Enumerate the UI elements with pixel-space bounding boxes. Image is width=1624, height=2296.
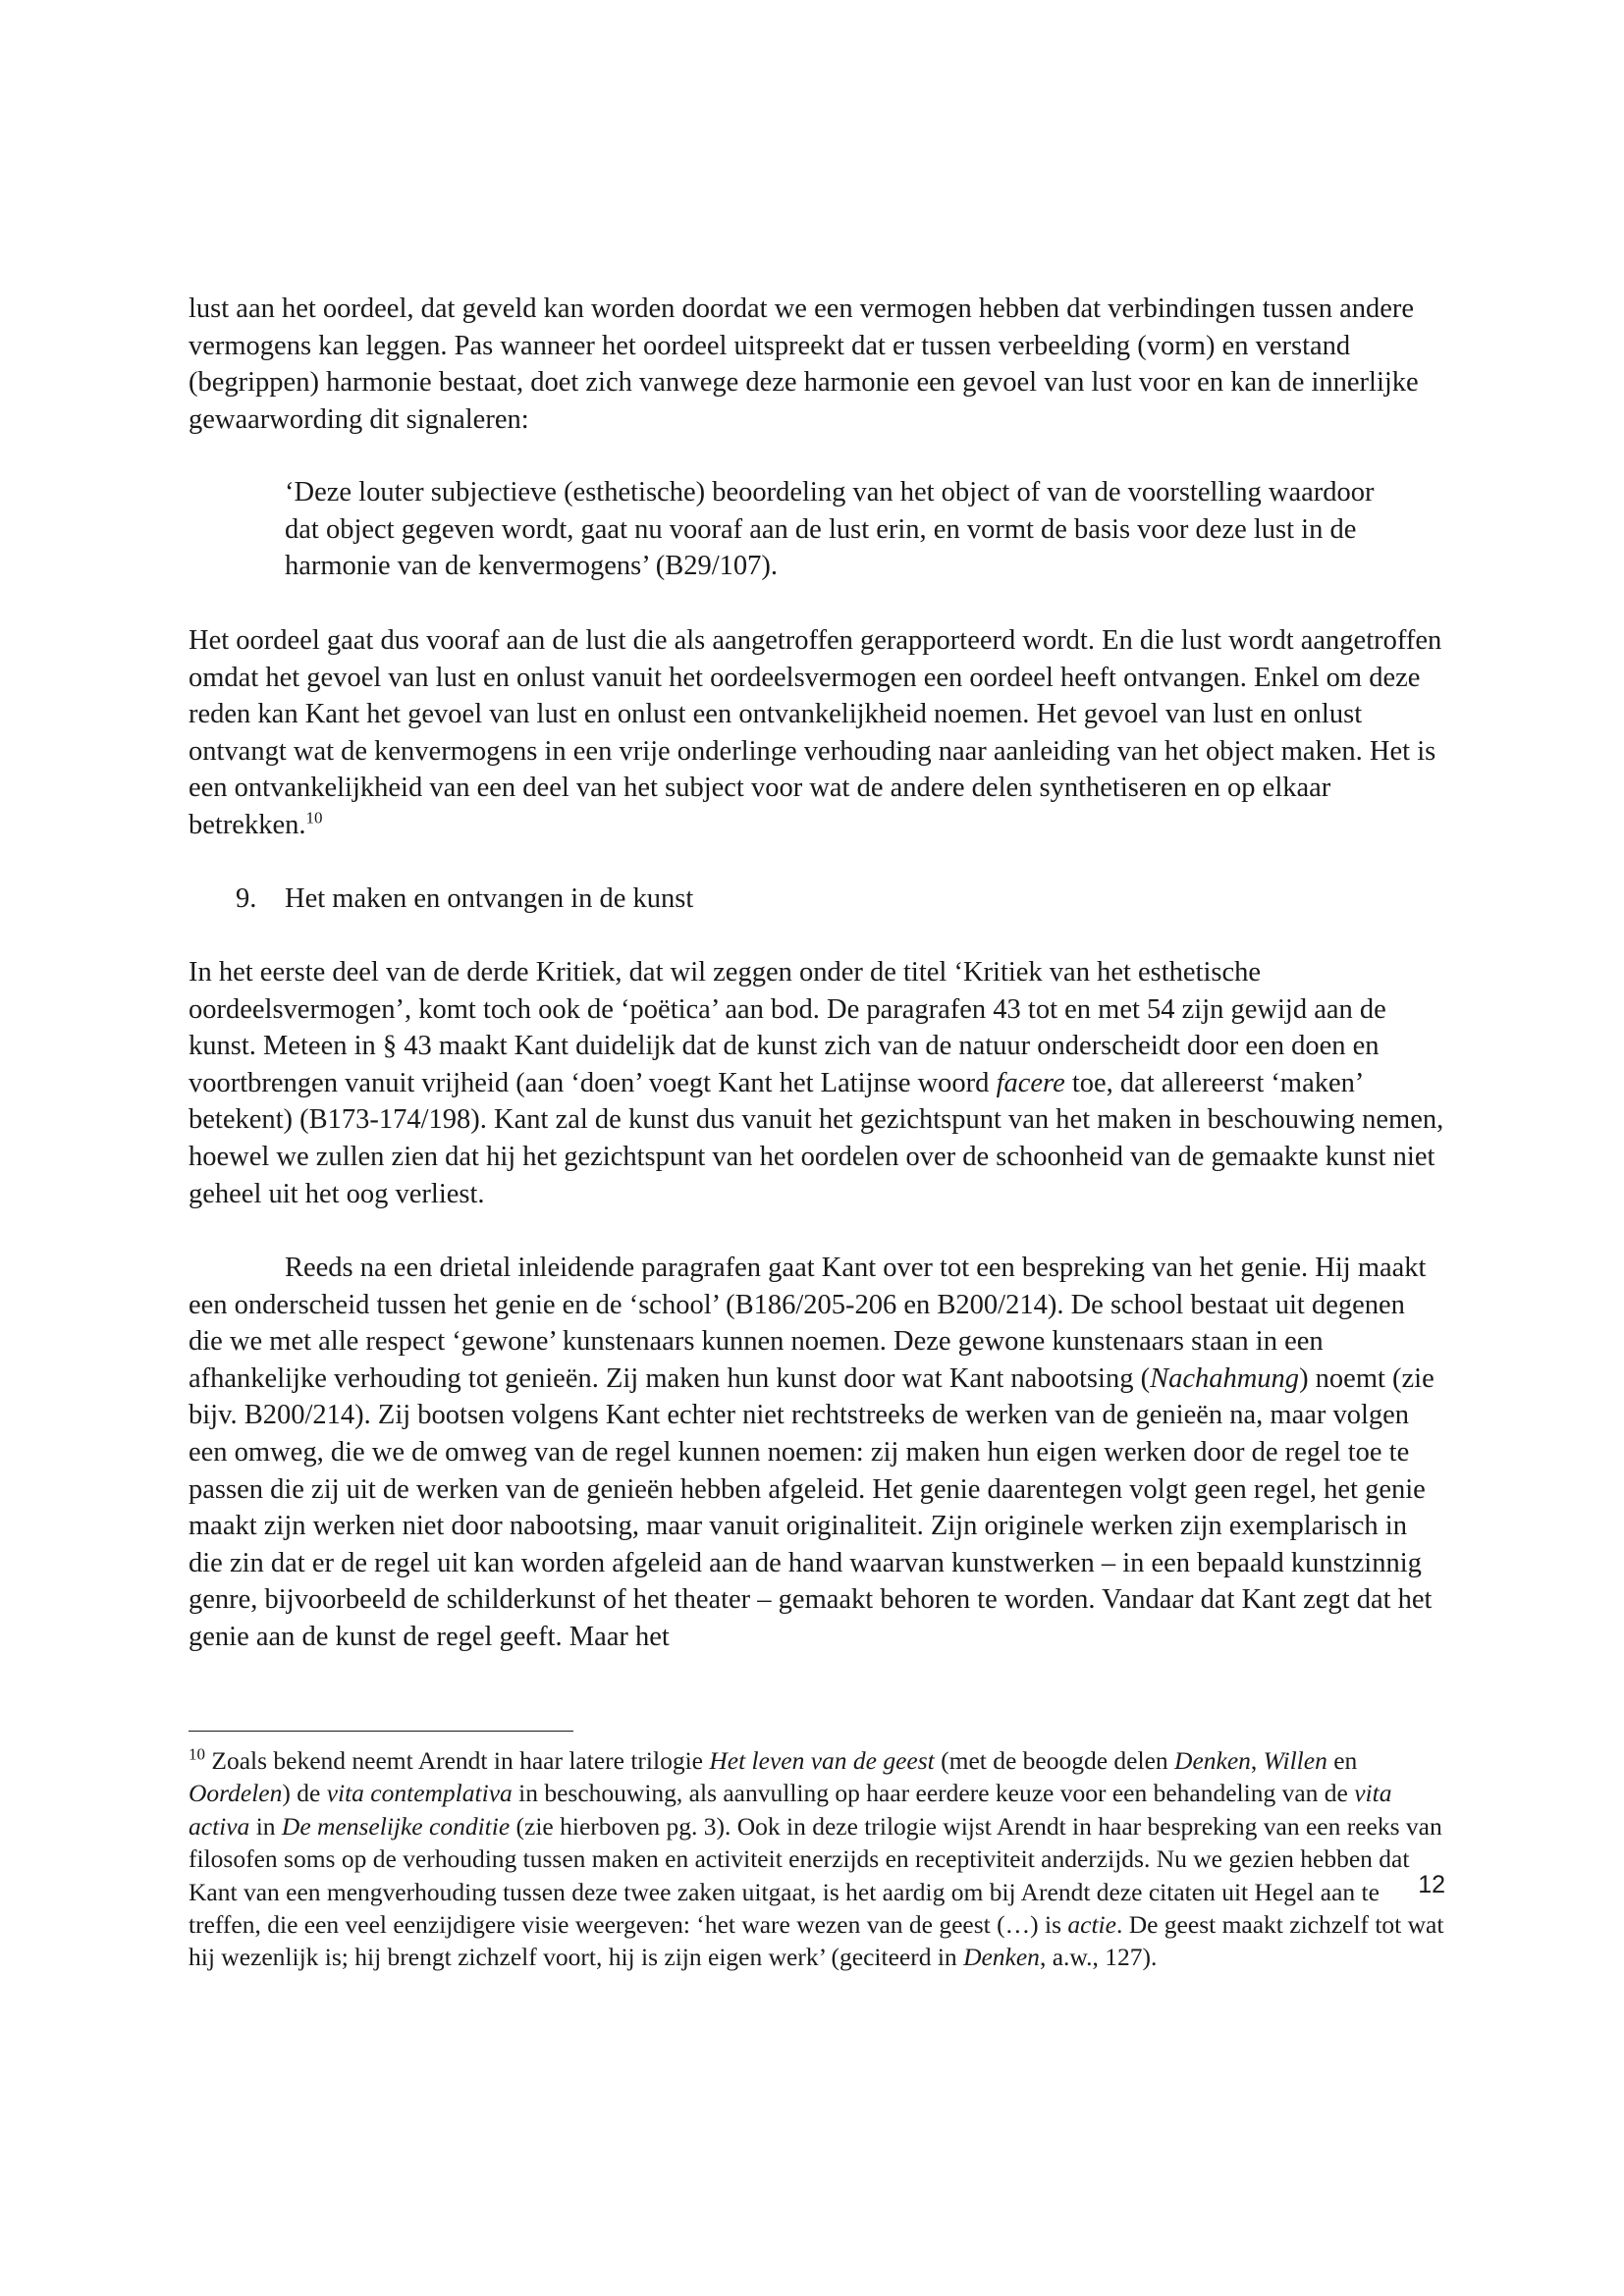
footnote-text: in [249,1811,282,1841]
footnote-10 [189,1744,1455,1974]
paragraph-4-text: Reeds na een drietal inleidende paragrafen gaat Kant over tot een bespreking van het genie. Hij maakt een onderscheid tussen het genie en de ‘school’ (B186/205-206 en B200/214). De school bestaat uit degenen die we met alle respect ‘gewone’ kunstenaars kunnen noemen. Deze gewone kunstenaars staan in een afhankelijke verhouding tot genieën. Zij maken hun kunst door wat Kant nabootsing ( [189,1253,1427,1394]
footnote-number: 10 [189,1744,205,1764]
footnote-italic: Het leven van de geest [709,1746,935,1775]
footnote-italic: Willen [1263,1746,1327,1775]
footnote-text: (zie hierboven pg. 3). Ook in deze trilogie wijst Arendt in haar bespreking van een reeks van filosofen soms op de verhouding tussen maken en activiteit enerzijds en receptiviteit anderzijds. Nu we gezien hebben dat Kant van een mengverhouding tussen deze twee zaken uitgaat, is het aardig om bij Arendt deze citaten uit Hegel aan te treffen, die een veel eenzijdigere visie weergeven: ‘het ware wezen van de geest (…) is [189,1811,1442,1940]
footnote-italic: Denken [963,1943,1040,1972]
footnote-text: , a.w., 127). [1039,1943,1158,1972]
footnote-text: ) de [282,1779,327,1808]
paragraph-4 [189,1250,1445,1656]
footnote-separator [189,1731,573,1732]
paragraph-3 [189,954,1445,1212]
paragraph-4-text-continued: ) noemt (zie bijv. B200/214). Zij bootsen volgens Kant echter niet rechtstreeks de werken van de genieën na, maar volgen een omweg, die we de omweg van de regel kunnen noemen: zij maken hun eigen werken door de regel toe te passen die zij uit de werken van de genieën hebben afgeleid. Het genie daarentegen volgt geen regel, het genie maakt zijn werken niet door nabootsing, maar vanuit originaliteit. Zijn originele werken zijn exemplarisch in die zin dat er de regel uit kan worden afgeleid aan de hand waarvan kunstwerken – in een bepaald kunstzinnig genre, bijvoorbeeld de schilderkunst of het theater – gemaakt behoren te worden. Vandaar dat Kant zegt dat het genie aan de kunst de regel geeft. Maar het [189,1362,1435,1652]
footnote-text: Zoals bekend neemt Arendt in haar latere trilogie [205,1746,710,1775]
section-heading [236,881,693,918]
paragraph-2 [189,622,1445,844]
footnote-reference[interactable]: 10 [305,808,323,828]
paragraph-3-text: In het eerste deel van de derde Kritiek, dat wil zeggen onder de titel ‘Kritiek van het esthetische oordeelsvermogen’, komt toch ook de ‘poëtica’ aan bod. De paragrafen 43 tot en met 54 zijn gewijd aan de kunst. Meteen in § 43 maakt Kant duidelijk dat de kunst zich van de natuur onderscheidt door een doen en voortbrengen vanuit vrijheid (aan ‘doen’ voegt Kant het Latijnse woord [189,957,1386,1098]
italic-term: Nachahmung [1150,1362,1300,1394]
paragraph-2-text: Het oordeel gaat dus vooraf aan de lust die als aangetroffen gerapporteerd wordt. En die lust wordt aangetroffen omdat het gevoel van lust en onlust vanuit het oordeelsvermogen een oordeel heeft ontvangen. Enkel om deze reden kan Kant het gevoel van lust en onlust een ontvankelijkheid noemen. Het gevoel van lust en onlust ontvangt wat de kenvermogens in een vrije onderlinge verhouding naar aanleiding van het object maken. Het is een ontvankelijkheid van een deel van het subject voor wat de andere delen synthetiseren en op elkaar betrekken. [189,625,1442,840]
footnote-italic: actie [1067,1910,1116,1940]
footnote-italic: De menselijke conditie [281,1811,511,1841]
paragraph-3-text-continued: toe, dat allereerst ‘maken’ betekent) (B173-174/198). Kant zal de kunst dus vanuit het gezichtspunt van het maken in beschouwing nemen, hoewel we zullen zien dat hij het gezichtspunt van het oordelen over de schoonheid van de gemaakte kunst niet geheel uit het oog verliest. [189,1067,1444,1209]
section-title: Het maken en ontvangen in de kunst [285,883,694,914]
footnote-text: in beschouwing, als aanvulling op haar eerdere keuze voor een behandeling van de [512,1779,1355,1808]
footnote-italic: vita activa [189,1779,1392,1841]
footnote-italic: Oordelen [189,1779,283,1808]
footnote-text: . De geest maakt zichzelf tot wat hij wezenlijk is; hij brengt zichzelf voort, hij is zijn eigen werk’ (geciteerd in [189,1910,1444,1972]
footnote-italic: Denken [1174,1746,1251,1775]
paragraph-1: lust aan het oordeel, dat geveld kan worden doordat we een vermogen hebben dat verbindingen tussen andere vermogens kan leggen. Pas wanneer het oordeel uitspreekt dat er tussen verbeelding (vorm) en verstand (begrippen) harmonie bestaat, doet zich vanwege deze harmonie een gevoel van lust voor en kan de innerlijke gewaarwording dit signaleren: [189,294,1419,435]
footnote-text: en [1326,1746,1358,1775]
block-quote: ‘Deze louter subjectieve (esthetische) beoordeling van het object of van de voorstelling waardoor dat object gegeven wordt, gaat nu vooraf aan de lust erin, en vormt de basis voor deze lust in de harmonie van de kenvermogens’ (B29/107). [285,477,1375,582]
footnote-text: , [1250,1746,1264,1775]
footnote-text: (met de beoogde delen [934,1746,1175,1775]
footnote-italic: vita contemplativa [326,1779,513,1808]
section-number: 9. [236,883,257,914]
italic-term: facere [996,1067,1065,1098]
page-number: 12 [1418,1871,1445,1898]
